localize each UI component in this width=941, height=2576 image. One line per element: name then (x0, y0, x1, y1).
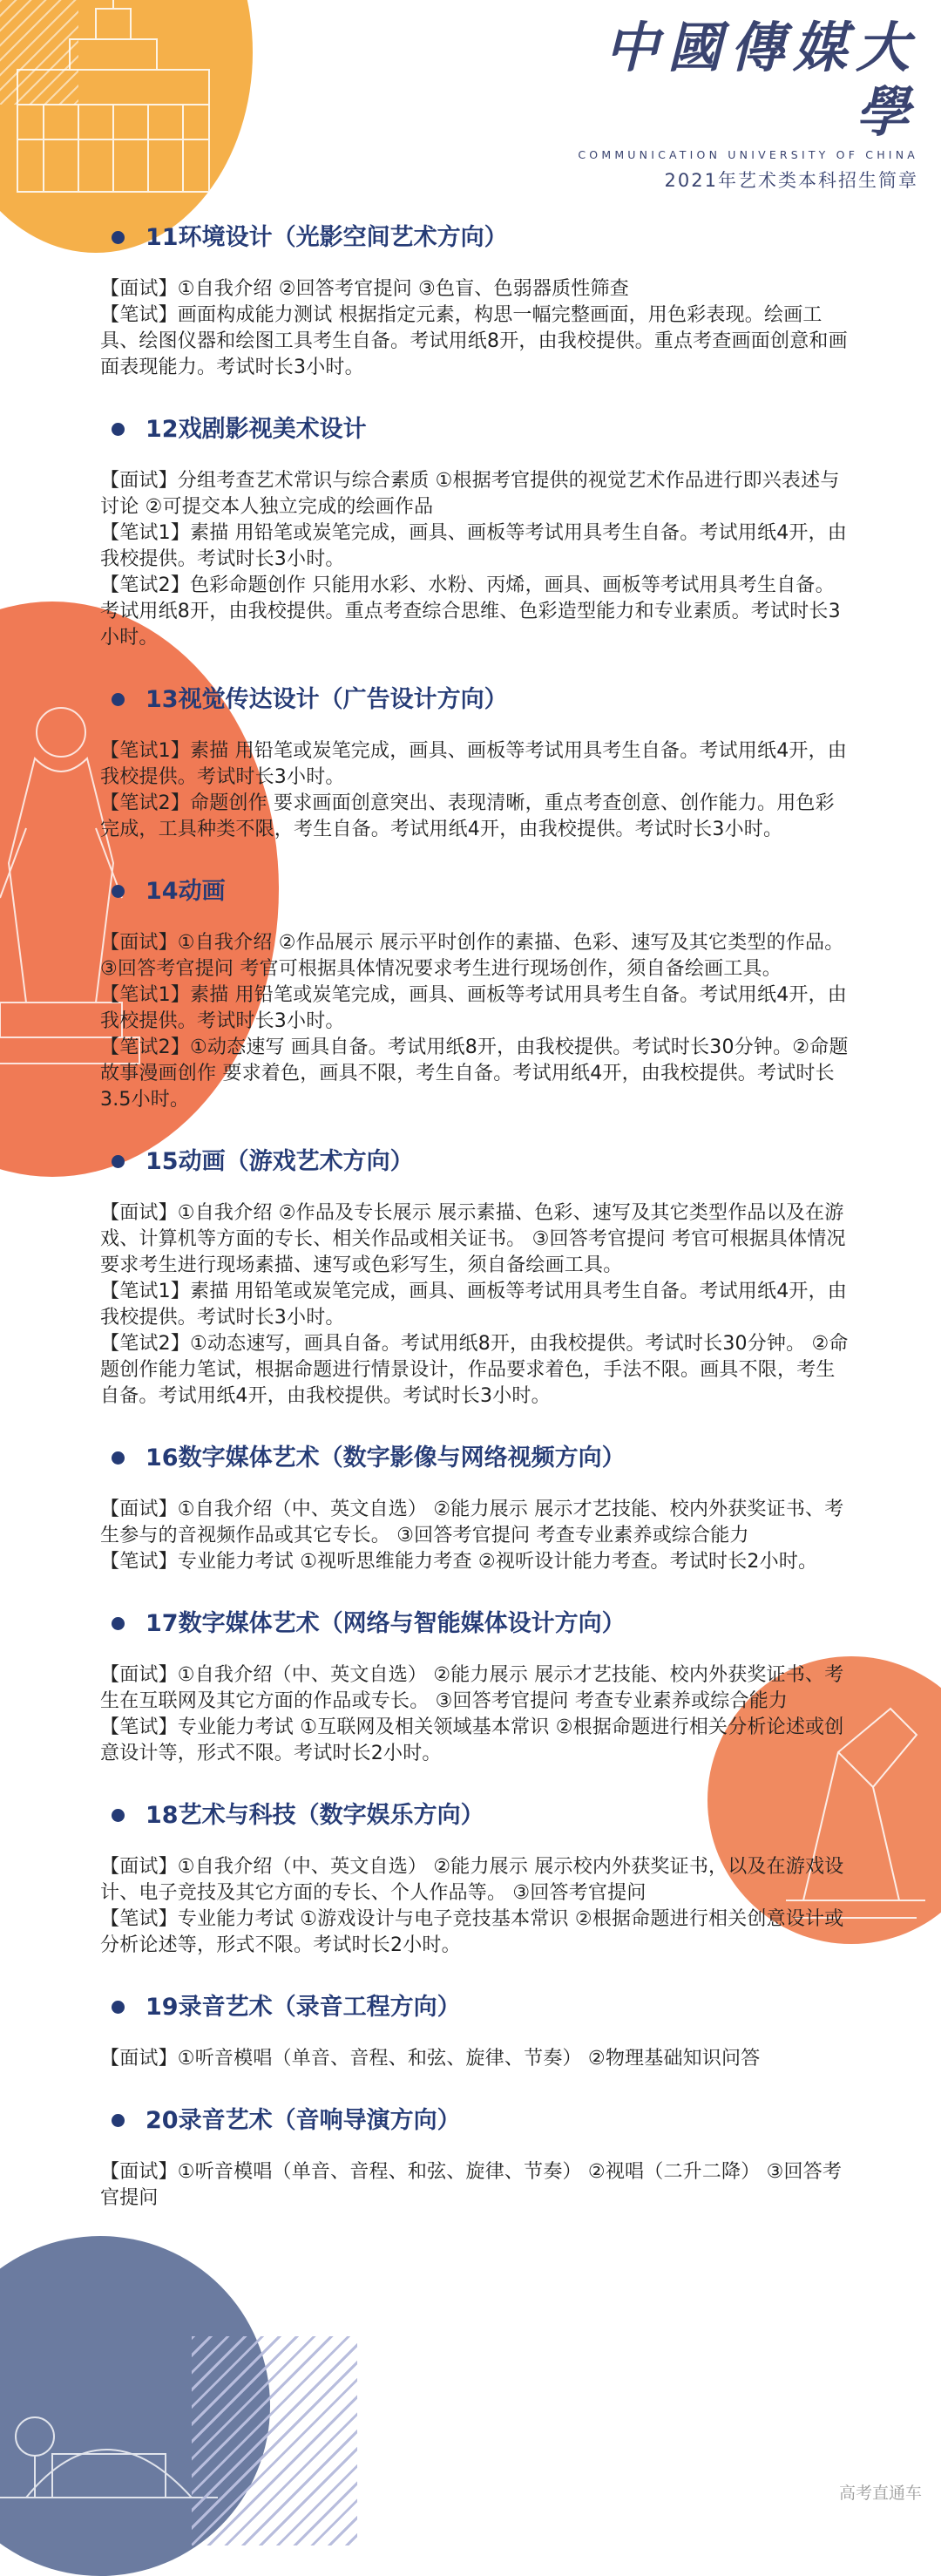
section-title (146, 876, 850, 907)
section-title (146, 414, 850, 445)
section-title (146, 1992, 850, 2023)
admission-content (100, 222, 850, 2212)
section-paragraph: 【笔试1】素描 用铅笔或炭笔完成，画具、画板等考试用具考生自备。考试用纸4开，由我校提供。考试时长3小时。 (100, 1281, 847, 1329)
section-paragraph: 【笔试1】素描 用铅笔或炭笔完成，画具、画板等考试用具考生自备。考试用纸4开，由我校提供。考试时长3小时。 (100, 522, 847, 570)
section-title-text: 19录音艺术（录音工程方向） (146, 1994, 461, 2021)
section-title-text: 12戏剧影视美术设计 (146, 416, 367, 443)
section-paragraph: 【笔试】专业能力考试 ①视听思维能力考查 ②视听设计能力考查。考试时长2小时。 (100, 1551, 818, 1573)
bullet-icon (112, 1451, 125, 1465)
section-paragraph: 【面试】①自我介绍（中、英文自选） ②能力展示 展示才艺技能、校内外获奖证书、考生参与的音视频作品或其它专长。 ③回答考官提问 考查专业素养或综合能力 (100, 1499, 844, 1546)
section-paragraph: 【笔试1】素描 用铅笔或炭笔完成，画具、画板等考试用具考生自备。考试用纸4开，由我校提供。考试时长3小时。 (100, 740, 847, 788)
bullet-icon (112, 1809, 125, 1822)
university-logo: 中國傳媒大學 (604, 16, 918, 144)
section-paragraph: 【面试】①听音模唱（单音、音程、和弦、旋律、节奏） ②视唱（二升二降） ③回答考官提问 (100, 2161, 843, 2209)
brochure-subtitle: 2021年艺术类本科招生简章 (664, 170, 918, 191)
bullet-icon (112, 885, 125, 898)
section-title-text: 14动画 (146, 878, 226, 905)
section-paragraph: 【笔试2】命题创作 要求画面创意突出、表现清晰，重点考查创意、创作能力。用色彩完成，工具种类不限，考生自备。考试用纸4开，由我校提供。考试时长3小时。 (100, 792, 835, 840)
section-title (146, 1800, 850, 1832)
section-20 (100, 2105, 850, 2212)
university-logo-english: COMMUNICATION UNIVERSITY OF CHINA (578, 148, 918, 161)
section-paragraph: 【笔试】专业能力考试 ①互联网及相关领域基本常识 ②根据命题进行相关分析论述或创意设计等，形式不限。考试时长2小时。 (100, 1716, 844, 1764)
section-16 (100, 1443, 850, 1575)
section-title (146, 1443, 850, 1474)
section-paragraph: 【笔试】画面构成能力测试 根据指定元素，构思一幅完整画面，用色彩表现。绘画工具、绘图仪器和绘图工具考生自备。考试用纸8开，由我校提供。重点考查画面创意和画面表现能力。考试时长3小时。 (100, 304, 848, 378)
section-paragraph: 【笔试1】素描 用铅笔或炭笔完成，画具、画板等考试用具考生自备。考试用纸4开，由我校提供。考试时长3小时。 (100, 984, 847, 1032)
section-paragraph: 【面试】①自我介绍 ②回答考官提问 ③色盲、色弱器质性筛查 (100, 278, 629, 300)
section-title (146, 1608, 850, 1640)
bullet-icon (112, 423, 125, 436)
section-13 (100, 684, 850, 843)
bullet-icon (112, 693, 125, 706)
section-title (146, 2105, 850, 2137)
section-11 (100, 222, 850, 381)
section-17 (100, 1608, 850, 1767)
stripe-pattern (192, 2336, 357, 2545)
section-paragraph: 【笔试2】①动态速写 画具自备。考试用纸8开，由我校提供。考试时长30分钟。②命题故事漫画创作 要求着色，画具不限，考生自备。考试用纸4开，由我校提供。考试时长3.5小时。 (100, 1037, 849, 1111)
section-title (146, 222, 850, 254)
section-paragraph: 【面试】①自我介绍（中、英文自选） ②能力展示 展示校内外获奖证书，以及在游戏设计、电子竞技及其它方面的专长、个人作品等。 ③回答考官提问 (100, 1856, 844, 1904)
section-paragraph: 【笔试2】①动态速写，画具自备。考试用纸8开，由我校提供。考试时长30分钟。 ②命题创作能力笔试，根据命题进行情景设计，作品要求着色，手法不限。画具不限，考生自备。考试用纸4开，由我校提供。考试时长3小时。 (100, 1333, 849, 1407)
header (552, 16, 918, 193)
watermark: 高考直通车 (838, 2484, 922, 2503)
bullet-icon (112, 2114, 125, 2127)
section-18 (100, 1800, 850, 1959)
bullet-icon (112, 1155, 125, 1168)
section-19 (100, 1992, 850, 2072)
section-paragraph: 【面试】①自我介绍（中、英文自选） ②能力展示 展示才艺技能、校内外获奖证书、考生在互联网及其它方面的作品或专长。 ③回答考官提问 考查专业素养或综合能力 (100, 1664, 844, 1712)
section-title (146, 1146, 850, 1178)
section-title-text: 20录音艺术（音响导演方向） (146, 2107, 461, 2134)
section-paragraph: 【笔试】专业能力考试 ①游戏设计与电子竞技基本常识 ②根据命题进行相关创意设计或分析论述等，形式不限。考试时长2小时。 (100, 1908, 844, 1956)
bullet-icon (112, 231, 125, 244)
section-title-text: 16数字媒体艺术（数字影像与网络视频方向） (146, 1444, 626, 1472)
section-paragraph: 【笔试2】色彩命题创作 只能用水彩、水粉、丙烯，画具、画板等考试用具考生自备。考试用纸8开，由我校提供。重点考查综合思维、色彩造型能力和专业素质。考试时长3小时。 (100, 574, 841, 649)
section-title (146, 684, 850, 716)
bullet-icon (112, 2001, 125, 2014)
section-12 (100, 414, 850, 651)
bullet-icon (112, 1617, 125, 1630)
section-paragraph: 【面试】①听音模唱（单音、音程、和弦、旋律、节奏） ②物理基础知识问答 (100, 2048, 761, 2070)
section-paragraph: 【面试】①自我介绍 ②作品及专长展示 展示素描、色彩、速写及其它类型作品以及在游戏、计算机等方面的专长、相关作品或相关证书。 ③回答考官提问 考官可根据具体情况要求考生进行现场素描、速写或色彩写生，须自备绘画工具。 (100, 1202, 846, 1276)
section-title-text: 13视觉传达设计（广告设计方向） (146, 686, 508, 713)
section-15 (100, 1146, 850, 1410)
section-title-text: 18艺术与科技（数字娱乐方向） (146, 1802, 484, 1829)
section-paragraph: 【面试】分组考查艺术常识与综合素质 ①根据考官提供的视觉艺术作品进行即兴表述与讨论 ②可提交本人独立完成的绘画作品 (100, 470, 840, 518)
section-title-text: 15动画（游戏艺术方向） (146, 1148, 414, 1175)
stripe-pattern (0, 0, 78, 105)
section-14 (100, 876, 850, 1113)
section-title-text: 11环境设计（光影空间艺术方向） (146, 224, 508, 251)
section-paragraph: 【面试】①自我介绍 ②作品展示 展示平时创作的素描、色彩、速写及其它类型的作品。 ③回答考官提问 考官可根据具体情况要求考生进行现场创作，须自备绘画工具。 (100, 932, 844, 980)
section-title-text: 17数字媒体艺术（网络与智能媒体设计方向） (146, 1610, 626, 1637)
